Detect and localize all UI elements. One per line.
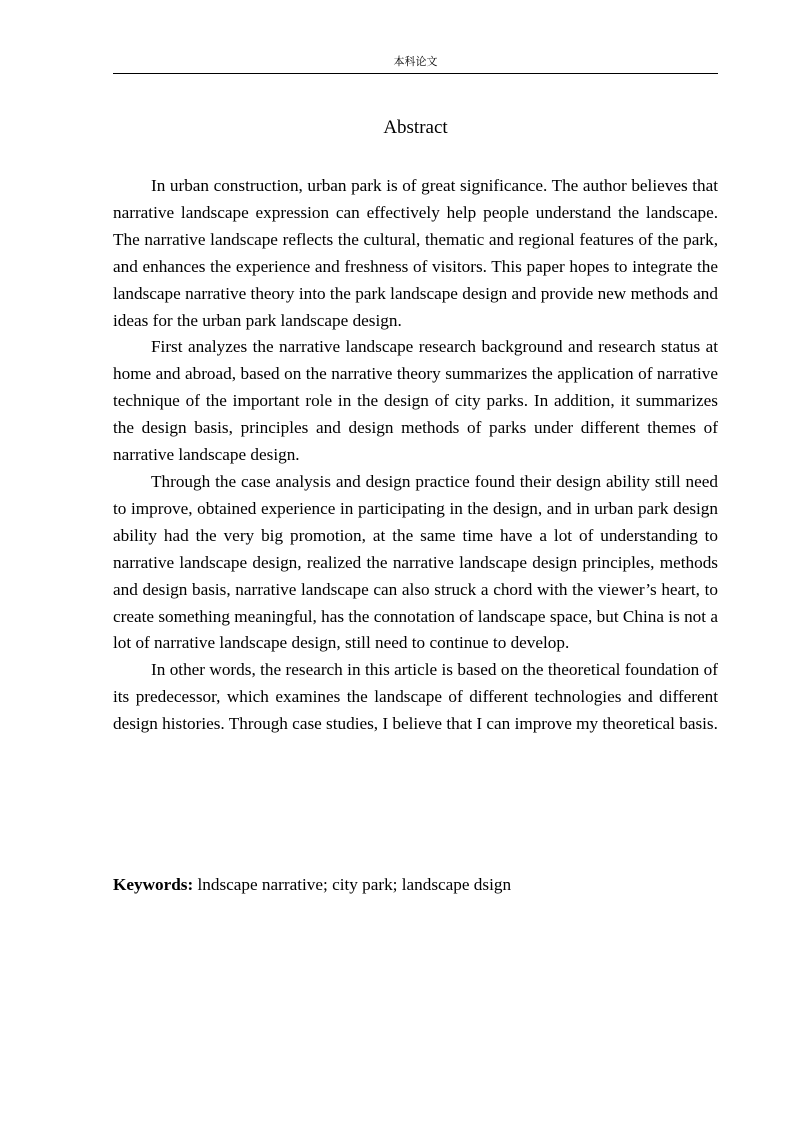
header-rule bbox=[113, 73, 718, 74]
abstract-body bbox=[113, 173, 718, 738]
abstract-paragraph-2: First analyzes the narrative landscape research background and research status at home and abroad, based on the narrative theory summarizes the application of narrative technique of the important role in the design of city parks. In addition, it summarizes the design basis, principles and design methods of parks under different themes of narrative landscape design. bbox=[113, 337, 718, 465]
keywords-label: Keywords: bbox=[113, 875, 194, 894]
abstract-paragraph-3: Through the case analysis and design practice found their design ability still need to improve, obtained experience in participating in the design, and in urban park design ability had the very big promotion, at the same time have a lot of understanding to narrative landscape design, realized the narrative landscape design principles, methods and design basis, narrative landscape can also struck a chord with the viewer’s heart, to create something meaningful, has the connotation of landscape space, but China is not a lot of narrative landscape design, still need to continue to develop. bbox=[113, 471, 718, 653]
abstract-paragraph-1: In urban construction, urban park is of great significance. The author believes that narrative landscape expression can effectively help people understand the landscape. The narrative landscape reflects the cultural, thematic and regional features of the park, and enhances the experience and freshness of visitors. This paper hopes to integrate the landscape narrative theory into the park landscape design and provide new methods and ideas for the urban park landscape design. bbox=[113, 176, 718, 330]
running-header: 本科论文 bbox=[393, 55, 438, 68]
keywords-value: lndscape narrative; city park; landscape dsign bbox=[197, 875, 512, 894]
abstract-title: Abstract bbox=[383, 117, 448, 138]
keywords-line bbox=[113, 872, 718, 898]
abstract-paragraph-4: In other words, the research in this article is based on the theoretical foundation of its predecessor, which examines the landscape of different technologies and different design histories. Through case studies, I believe that I can improve my theoretical basis. bbox=[113, 660, 718, 734]
